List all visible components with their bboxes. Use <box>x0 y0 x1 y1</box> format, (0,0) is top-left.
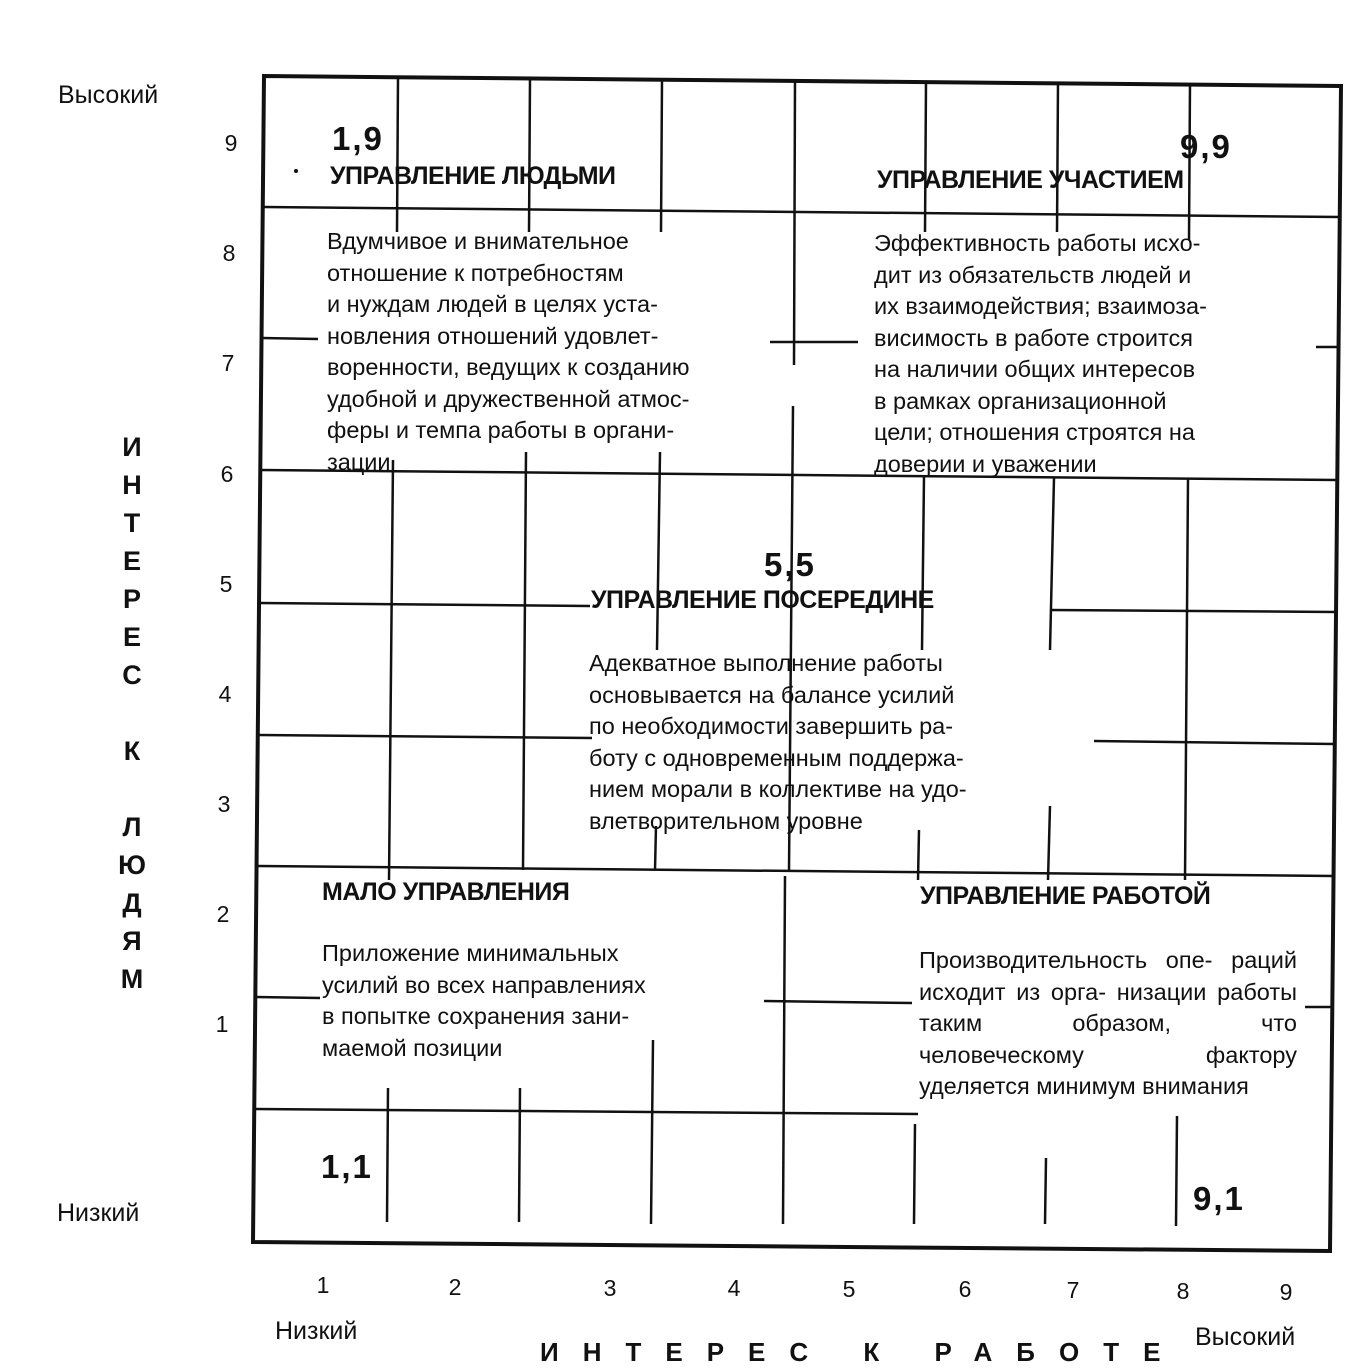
grid-col-line <box>1045 1158 1046 1224</box>
grid-col-line <box>661 80 662 232</box>
y-tick: 8 <box>222 240 236 266</box>
x-tick: 4 <box>727 1275 741 1301</box>
y-tick: 5 <box>219 571 233 597</box>
y-axis-title-letter: Я <box>122 926 142 956</box>
x-tick: 5 <box>842 1276 856 1302</box>
grid-row-line <box>259 735 592 738</box>
x-axis-low-label: Низкий <box>275 1317 358 1345</box>
grid-col-line <box>783 876 785 1224</box>
y-axis-title-letter: Т <box>123 508 141 538</box>
grid-col-line <box>1185 479 1188 880</box>
grid-col-line <box>914 1124 915 1224</box>
grid-row-line <box>1050 610 1336 612</box>
style-coord-5-5: 5,5 <box>764 546 816 583</box>
grid-col-line <box>523 452 526 870</box>
style-title-people: УПРАВЛЕНИЕ ЛЮДЬМИ <box>330 162 616 190</box>
y-axis-title-letter: Ю <box>118 850 146 880</box>
grid-col-line <box>1050 478 1054 650</box>
y-axis-title-letter: Е <box>122 622 141 652</box>
grid-col-line <box>389 460 393 880</box>
grid-col-line <box>918 830 919 880</box>
x-axis-high-label: Высокий <box>1195 1323 1296 1351</box>
x-tick: 9 <box>1279 1279 1293 1305</box>
grid-col-line <box>387 1088 388 1222</box>
style-title-middle: УПРАВЛЕНИЕ ПОСЕРЕДИНЕ <box>591 586 934 614</box>
y-axis-title-letter: К <box>123 736 141 766</box>
grid-col-line <box>657 452 660 650</box>
grid-col-line <box>651 1040 653 1224</box>
y-axis-title-gap <box>110 770 154 808</box>
grid-col-line <box>529 79 530 232</box>
y-tick: 9 <box>224 130 238 156</box>
y-tick: 1 <box>215 1011 229 1037</box>
style-coord-1-1: 1,1 <box>321 1148 373 1185</box>
style-coord-9-9: 9,9 <box>1180 128 1232 165</box>
y-axis-high-label: Высокий <box>58 81 159 109</box>
grid-row-line <box>262 338 318 339</box>
y-axis-title-letter: Д <box>122 888 142 918</box>
style-title-work: УПРАВЛЕНИЕ РАБОТОЙ <box>920 882 1211 910</box>
grid-row-line <box>764 1001 912 1003</box>
x-tick: 1 <box>316 1272 330 1298</box>
y-tick: 7 <box>221 350 235 376</box>
grid-col-line <box>922 476 924 650</box>
style-text-people: Вдумчивое и внимательное отношение к потребностям и нуждам людей в целях уста- новления отношений удовлет- воренности, ведущих к созданию удобной и дружественной атмос- феры и темпа работы в органи- зации <box>327 228 690 475</box>
grid-col-line <box>925 82 926 232</box>
x-tick: 2 <box>448 1274 462 1300</box>
x-tick: 6 <box>958 1276 972 1302</box>
y-axis-title-letter: М <box>120 964 144 994</box>
grid-row-line <box>264 207 1340 217</box>
style-text-work: Производительность опе- раций исходит из орга- низации работы таким образом, что человеческому фактору уделяется минимум внимания <box>919 947 1297 1099</box>
y-axis-title-letter: И <box>122 432 142 462</box>
style-coord-1-9: 1,9 <box>332 120 384 157</box>
x-tick: 8 <box>1176 1278 1190 1304</box>
speck-dot <box>294 169 298 173</box>
style-title-little: МАЛО УПРАВЛЕНИЯ <box>322 878 570 906</box>
y-tick: 2 <box>216 901 230 927</box>
grid-row-line <box>260 603 590 606</box>
y-axis-title-letter: Р <box>122 584 141 614</box>
grid-col-line <box>397 78 398 232</box>
x-axis-title: ИНТЕРЕС К РАБОТЕ <box>540 1337 1185 1367</box>
grid-col-line <box>519 1088 520 1222</box>
y-tick: 6 <box>220 461 234 487</box>
x-tick: 7 <box>1066 1277 1080 1303</box>
style-text-little: Приложение минимальных усилий во всех направлениях в попытке сохранения зани- маемой позиции <box>322 940 646 1061</box>
grid-col-line <box>1176 1116 1177 1226</box>
y-tick: 4 <box>218 681 232 707</box>
x-tick: 3 <box>603 1275 617 1301</box>
style-text-participation: Эффективность работы исхо- дит из обязательств людей и их взаимодействия; взаимоза- висимость в работе строится на наличии общих интересов в рамках организационной цели; отношения строятся на доверии и уважении <box>874 230 1207 477</box>
y-tick: 3 <box>217 791 231 817</box>
y-axis-title-letter: С <box>122 660 142 690</box>
grid-row-line <box>258 866 1334 876</box>
style-title-participation: УПРАВЛЕНИЕ УЧАСТИЕМ <box>877 166 1184 194</box>
y-axis-title-letter: Л <box>122 812 142 842</box>
grid-row-line <box>256 997 320 998</box>
y-axis-title <box>110 428 154 998</box>
y-axis-low-label: Низкий <box>57 1199 140 1227</box>
style-text-middle: Адекватное выполнение работы основывается на балансе усилий по необходимости завершить ра- боту с одновременным поддержа- нием морали в коллективе на удо- влетворительном уровне <box>589 650 967 834</box>
y-axis-title-letter: Е <box>122 546 141 576</box>
y-axis-title-letter: Н <box>122 470 142 500</box>
y-axis-title-gap <box>110 694 154 732</box>
grid-row-line <box>1094 741 1335 744</box>
grid-col-line <box>1057 83 1058 232</box>
grid-row-line <box>255 1109 918 1114</box>
style-coord-9-1: 9,1 <box>1193 1180 1245 1217</box>
